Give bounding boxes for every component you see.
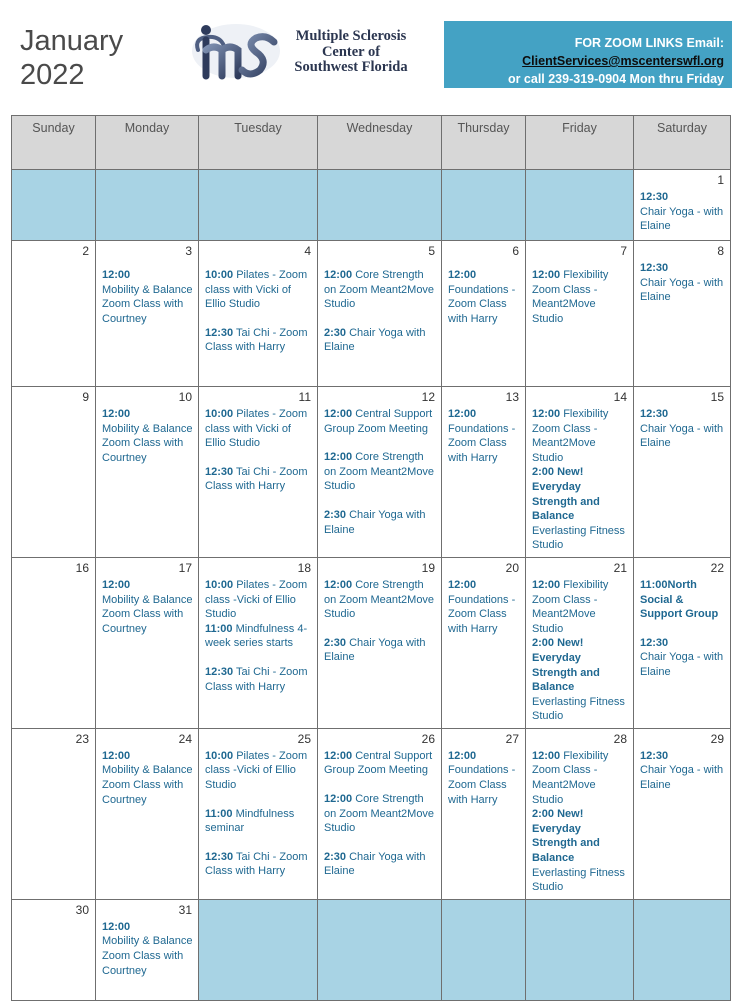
event-time: 12:00 xyxy=(532,578,561,591)
day-number: 29 xyxy=(710,731,724,746)
day-number: 2 xyxy=(82,244,89,258)
day-cell[interactable] xyxy=(442,241,526,387)
day-number: 16 xyxy=(75,560,89,575)
day-cell[interactable] xyxy=(199,387,318,558)
day-cell[interactable] xyxy=(318,728,442,899)
event-entry[interactable] xyxy=(205,622,312,651)
event-description: Foundations - Zoom Class with Harry xyxy=(448,283,516,325)
event-description: Mobility & Balance Zoom Class with Courtney xyxy=(102,593,193,635)
day-cell[interactable] xyxy=(526,387,634,558)
event-description: Chair Yoga with Elaine xyxy=(324,508,426,536)
event-description: Foundations - Zoom Class with Harry xyxy=(448,422,516,464)
event-time: 12:00 xyxy=(102,920,131,933)
day-cell[interactable] xyxy=(442,387,526,558)
event-entry[interactable] xyxy=(640,749,725,793)
event-entry[interactable] xyxy=(324,636,436,665)
event-entry[interactable] xyxy=(205,326,312,355)
day-cell[interactable] xyxy=(96,241,199,387)
event-entry[interactable] xyxy=(102,407,193,465)
ms-logo-icon xyxy=(186,20,282,82)
contact-phone-text: or call 239-319-0904 Mon thru Friday xyxy=(507,72,724,86)
event-description: Everlasting Fitness Studio xyxy=(532,524,625,552)
event-description: Core Strength on Zoom Meant2Move Studio xyxy=(324,793,435,835)
event-description: Foundations - Zoom Class with Harry xyxy=(448,764,516,806)
event-entry[interactable] xyxy=(205,665,312,694)
weekday-header: Saturday xyxy=(634,116,731,170)
event-time: 12:30 xyxy=(640,408,669,420)
calendar-week-row xyxy=(12,728,731,899)
event-description: Mindfulness seminar xyxy=(205,807,295,835)
day-cell[interactable] xyxy=(12,557,96,728)
event-time: 11:00 xyxy=(640,578,668,591)
event-time: 12:30 xyxy=(640,749,669,762)
event-entry[interactable] xyxy=(205,578,312,622)
event-entry[interactable] xyxy=(102,578,193,636)
day-number: 25 xyxy=(297,731,311,746)
event-time: 12:30 xyxy=(205,850,234,863)
day-cell[interactable] xyxy=(634,170,731,241)
event-time: 12:00 xyxy=(448,269,477,281)
event-time: 12:30 xyxy=(205,465,234,478)
event-entry[interactable] xyxy=(205,407,312,451)
day-cell[interactable] xyxy=(634,728,731,899)
event-entry[interactable] xyxy=(448,407,520,465)
weekday-header-row xyxy=(12,116,731,170)
event-description: Tai Chi - Zoom Class with Harry xyxy=(205,465,308,493)
event-highlight: New! Everyday Strength and Balance xyxy=(532,466,600,523)
event-entry[interactable] xyxy=(324,749,436,778)
calendar-week-row xyxy=(12,170,731,241)
event-description: Tai Chi - Zoom Class with Harry xyxy=(205,326,308,354)
event-time: 12:00 xyxy=(324,578,353,591)
day-number: 21 xyxy=(613,560,627,575)
event-description: Chair Yoga - with Elaine xyxy=(640,276,724,304)
day-cell[interactable] xyxy=(96,557,199,728)
event-time: 2:30 xyxy=(324,636,347,649)
event-description: Everlasting Fitness Studio xyxy=(532,866,625,894)
event-time: 10:00 xyxy=(205,749,234,762)
event-description: Core Strength on Zoom Meant2Move Studio xyxy=(324,451,435,493)
empty-day-cell xyxy=(12,170,96,241)
event-entry[interactable] xyxy=(205,268,312,312)
day-number: 8 xyxy=(717,244,724,258)
event-entry[interactable] xyxy=(205,749,312,793)
weekday-header: Thursday xyxy=(442,116,526,170)
event-entry[interactable] xyxy=(448,749,520,807)
event-time: 12:00 xyxy=(448,578,477,591)
event-entry[interactable] xyxy=(448,578,520,636)
event-description: Chair Yoga with Elaine xyxy=(324,636,426,664)
event-time: 12:00 xyxy=(324,269,353,281)
month-name: January xyxy=(20,25,124,57)
weekday-header: Friday xyxy=(526,116,634,170)
weekday-header: Sunday xyxy=(12,116,96,170)
day-cell[interactable] xyxy=(199,557,318,728)
day-number: 14 xyxy=(613,390,627,404)
empty-day-cell xyxy=(96,170,199,241)
event-time: 10:00 xyxy=(205,578,234,591)
org-name-line: Center of xyxy=(321,43,381,60)
event-entry[interactable] xyxy=(324,450,436,494)
day-number: 5 xyxy=(428,244,435,258)
day-cell[interactable] xyxy=(318,387,442,558)
event-time: 11:00 xyxy=(205,622,233,635)
event-entry[interactable] xyxy=(640,261,725,305)
event-time: 12:00 xyxy=(324,749,353,762)
event-description: Foundations - Zoom Class with Harry xyxy=(448,593,516,635)
day-cell[interactable] xyxy=(526,241,634,387)
day-cell[interactable] xyxy=(318,557,442,728)
event-entry[interactable] xyxy=(532,268,628,326)
event-description: Tai Chi - Zoom Class with Harry xyxy=(205,665,308,693)
event-description: Mobility & Balance Zoom Class with Courtney xyxy=(102,935,193,977)
day-number: 28 xyxy=(613,731,627,746)
event-time: 2:30 xyxy=(324,508,347,521)
event-time: 12:30 xyxy=(640,191,669,203)
event-time: 12:00 xyxy=(324,408,353,420)
org-name-line: Southwest Florida xyxy=(294,59,408,75)
event-entry[interactable] xyxy=(532,465,628,553)
day-number: 23 xyxy=(75,731,89,746)
event-description: Core Strength on Zoom Meant2Move Studio xyxy=(324,269,435,311)
event-description: Central Support Group Zoom Meeting xyxy=(324,408,433,435)
event-entry[interactable] xyxy=(324,508,436,537)
event-highlight: New! Everyday Strength and Balance xyxy=(532,637,600,694)
empty-day-cell xyxy=(199,170,318,241)
event-time: 12:00 xyxy=(448,408,477,420)
day-number: 6 xyxy=(512,244,519,258)
empty-day-cell xyxy=(442,170,526,241)
day-cell[interactable] xyxy=(12,899,96,1000)
empty-day-cell xyxy=(318,170,442,241)
day-cell[interactable] xyxy=(96,899,199,1000)
zoom-info-box xyxy=(444,21,732,88)
day-number: 22 xyxy=(710,560,724,575)
event-entry[interactable] xyxy=(205,850,312,879)
event-description: Pilates - Zoom class -Vicki of Ellio Studio xyxy=(205,578,308,621)
event-time: 2:00 xyxy=(532,637,555,650)
day-number: 1 xyxy=(717,173,724,187)
weekday-header: Monday xyxy=(96,116,199,170)
event-time: 2:30 xyxy=(324,326,347,339)
event-description: Flexibility Zoom Class - Meant2Move Studio xyxy=(532,269,609,325)
calendar-week-row xyxy=(12,899,731,1000)
event-entry[interactable] xyxy=(102,749,193,807)
event-description: Core Strength on Zoom Meant2Move Studio xyxy=(324,578,435,621)
event-time: 2:30 xyxy=(324,850,347,863)
event-time: 10:00 xyxy=(205,269,234,281)
event-description: Chair Yoga - with Elaine xyxy=(640,422,724,450)
day-cell[interactable] xyxy=(12,387,96,558)
day-number: 15 xyxy=(710,390,724,404)
event-description: Pilates - Zoom class -Vicki of Ellio Studio xyxy=(205,749,308,792)
day-cell[interactable] xyxy=(526,728,634,899)
weekday-header: Tuesday xyxy=(199,116,318,170)
event-description: Pilates - Zoom class with Vicki of Ellio Studio xyxy=(205,269,308,311)
event-time: 12:30 xyxy=(205,326,234,339)
event-time: 12:30 xyxy=(640,636,669,649)
event-description: Pilates - Zoom class with Vicki of Ellio Studio xyxy=(205,408,308,450)
day-cell[interactable] xyxy=(442,557,526,728)
event-entry[interactable] xyxy=(324,268,436,312)
event-time: 11:00 xyxy=(205,807,233,820)
calendar-week-row xyxy=(12,387,731,558)
event-entry[interactable] xyxy=(532,578,628,636)
event-highlight: North Social & Support Group xyxy=(640,578,719,621)
event-entry[interactable] xyxy=(640,578,725,622)
day-cell[interactable] xyxy=(634,557,731,728)
day-cell[interactable] xyxy=(442,728,526,899)
event-entry[interactable] xyxy=(324,578,436,622)
day-number: 27 xyxy=(505,731,519,746)
event-time: 2:00 xyxy=(532,808,555,821)
day-cell[interactable] xyxy=(318,241,442,387)
day-number: 17 xyxy=(178,560,192,575)
day-cell[interactable] xyxy=(96,387,199,558)
contact-email-link[interactable]: ClientServices@mscenterswfl.org xyxy=(522,54,724,68)
event-time: 12:00 xyxy=(102,749,131,762)
weekday-header: Wednesday xyxy=(318,116,442,170)
event-time: 12:00 xyxy=(532,408,561,420)
event-entry[interactable] xyxy=(324,326,436,355)
event-time: 12:00 xyxy=(102,269,131,281)
empty-day-cell xyxy=(199,899,318,1000)
day-number: 18 xyxy=(297,560,311,575)
org-logo xyxy=(186,20,418,82)
event-entry[interactable] xyxy=(448,268,520,326)
day-cell[interactable] xyxy=(96,728,199,899)
event-entry[interactable] xyxy=(102,268,193,326)
event-entry[interactable] xyxy=(640,190,725,234)
event-entry[interactable] xyxy=(324,792,436,836)
day-number: 9 xyxy=(82,390,89,404)
event-description: Mindfulness 4-week series starts xyxy=(205,622,308,650)
day-number: 3 xyxy=(185,244,192,258)
day-number: 12 xyxy=(421,390,435,404)
event-description: Chair Yoga with Elaine xyxy=(324,850,426,878)
event-description: Mobility & Balance Zoom Class with Courtney xyxy=(102,283,193,325)
event-entry[interactable] xyxy=(640,407,725,451)
event-time: 12:00 xyxy=(324,451,353,464)
empty-day-cell xyxy=(318,899,442,1000)
day-cell[interactable] xyxy=(634,387,731,558)
event-time: 12:00 xyxy=(448,749,477,762)
page-title xyxy=(20,24,123,92)
day-number: 31 xyxy=(178,902,192,917)
event-description: Chair Yoga - with Elaine xyxy=(640,764,724,792)
event-time: 12:00 xyxy=(102,408,131,420)
event-entry[interactable] xyxy=(532,749,628,807)
event-time: 12:00 xyxy=(532,269,561,281)
empty-day-cell xyxy=(442,899,526,1000)
empty-day-cell xyxy=(526,899,634,1000)
org-name xyxy=(284,29,418,76)
day-number: 13 xyxy=(505,390,519,404)
calendar-grid xyxy=(11,115,731,1001)
event-time: 12:30 xyxy=(640,262,669,274)
day-number: 26 xyxy=(421,731,435,746)
day-number: 11 xyxy=(298,390,311,404)
day-number: 20 xyxy=(505,560,519,575)
event-description: Flexibility Zoom Class - Meant2Move Studio xyxy=(532,749,609,806)
event-entry[interactable] xyxy=(640,636,725,680)
calendar-week-row xyxy=(12,557,731,728)
day-cell[interactable] xyxy=(526,557,634,728)
event-time: 10:00 xyxy=(205,408,234,420)
event-entry[interactable] xyxy=(205,465,312,494)
event-time: 12:00 xyxy=(102,578,131,591)
event-description: Flexibility Zoom Class - Meant2Move Studio xyxy=(532,578,609,635)
event-highlight: New! Everyday Strength and Balance xyxy=(532,808,600,865)
event-description: Mobility & Balance Zoom Class with Courtney xyxy=(102,764,193,806)
day-cell[interactable] xyxy=(12,241,96,387)
event-time: 12:00 xyxy=(324,793,353,806)
event-entry[interactable] xyxy=(532,407,628,465)
event-description: Central Support Group Zoom Meeting xyxy=(324,749,433,777)
event-description: Chair Yoga - with Elaine xyxy=(640,205,724,233)
event-description: Tai Chi - Zoom Class with Harry xyxy=(205,850,308,878)
day-number: 10 xyxy=(178,390,192,404)
event-time: 2:00 xyxy=(532,466,555,479)
day-number: 4 xyxy=(304,244,311,258)
day-cell[interactable] xyxy=(199,728,318,899)
event-description: Chair Yoga - with Elaine xyxy=(640,651,724,678)
day-number: 7 xyxy=(620,244,627,258)
zoom-info-heading: FOR ZOOM LINKS Email: xyxy=(574,36,724,50)
event-entry[interactable] xyxy=(324,407,436,436)
day-number: 24 xyxy=(178,731,192,746)
day-cell[interactable] xyxy=(634,241,731,387)
event-description: Everlasting Fitness Studio xyxy=(532,695,625,723)
event-description: Flexibility Zoom Class - Meant2Move Studio xyxy=(532,408,609,464)
event-entry[interactable] xyxy=(324,850,436,879)
day-number: 30 xyxy=(75,902,89,917)
empty-day-cell xyxy=(634,899,731,1000)
calendar-body xyxy=(12,170,731,1001)
event-entry[interactable] xyxy=(102,920,193,978)
day-cell[interactable] xyxy=(12,728,96,899)
day-number: 19 xyxy=(421,560,435,575)
event-entry[interactable] xyxy=(532,807,628,895)
year: 2022 xyxy=(20,59,85,91)
event-description: Mobility & Balance Zoom Class with Courtney xyxy=(102,422,193,464)
org-name-line: Multiple Sclerosis xyxy=(295,28,407,44)
event-time: 12:30 xyxy=(205,665,234,678)
empty-day-cell xyxy=(526,170,634,241)
event-time: 12:00 xyxy=(532,749,561,762)
event-entry[interactable] xyxy=(205,807,312,836)
calendar-week-row xyxy=(12,241,731,387)
event-entry[interactable] xyxy=(532,636,628,724)
event-description: Chair Yoga with Elaine xyxy=(324,326,426,354)
day-cell[interactable] xyxy=(199,241,318,387)
